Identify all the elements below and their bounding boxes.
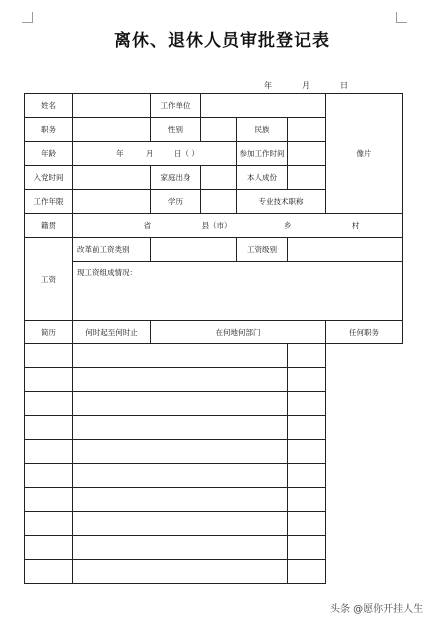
row-salary-type xyxy=(25,238,403,262)
field-position[interactable] xyxy=(73,118,151,142)
resume-unit-department-cell[interactable] xyxy=(73,512,288,536)
label-pre-reform-salary-type: 改革前工资类别 xyxy=(73,238,151,262)
header-from-to: 何时起至何时止 xyxy=(73,321,151,344)
county-city-label: 县（市） xyxy=(201,221,232,230)
label-native-place: 籍贯 xyxy=(25,214,73,238)
label-pro-title: 专业技术职称 xyxy=(237,190,326,214)
resume-from-to-cell[interactable] xyxy=(25,512,73,536)
label-work-years: 工作年限 xyxy=(25,190,73,214)
row-name xyxy=(25,94,403,118)
birth-month-label: 月 xyxy=(146,149,154,158)
resume-from-to-cell[interactable] xyxy=(25,560,73,584)
resume-unit-department-cell[interactable] xyxy=(73,368,288,392)
resume-from-to-cell[interactable] xyxy=(25,440,73,464)
label-resume: 简历 xyxy=(25,321,73,344)
row-resume-header xyxy=(25,321,403,344)
resume-unit-department-cell[interactable] xyxy=(73,416,288,440)
resume-row xyxy=(25,416,403,440)
resume-post-held-cell[interactable] xyxy=(288,464,326,488)
corner-mark-top-left xyxy=(22,12,33,23)
resume-post-held-cell[interactable] xyxy=(288,560,326,584)
resume-row xyxy=(25,536,403,560)
label-gender: 性别 xyxy=(151,118,201,142)
header-post-held: 任何职务 xyxy=(326,321,403,344)
resume-post-held-cell[interactable] xyxy=(288,512,326,536)
field-birth-date[interactable] xyxy=(73,142,237,166)
current-salary-composition-label: 现工资组成情况： xyxy=(77,268,137,277)
header-unit-department: 在何地何部门 xyxy=(151,321,326,344)
resume-unit-department-cell[interactable] xyxy=(73,344,288,368)
resume-row xyxy=(25,440,403,464)
field-name[interactable] xyxy=(73,94,151,118)
label-work-unit: 工作单位 xyxy=(151,94,201,118)
resume-row xyxy=(25,392,403,416)
resume-from-to-cell[interactable] xyxy=(25,536,73,560)
township-label: 乡 xyxy=(283,221,292,230)
field-family-origin[interactable] xyxy=(201,166,237,190)
resume-post-held-cell[interactable] xyxy=(288,344,326,368)
resume-row xyxy=(25,464,403,488)
province-label: 省 xyxy=(143,221,152,230)
label-salary: 工资 xyxy=(25,238,73,321)
resume-from-to-cell[interactable] xyxy=(25,392,73,416)
label-personal-status: 本人成份 xyxy=(237,166,288,190)
birth-day-label: 日（ ） xyxy=(173,149,199,158)
label-position: 职务 xyxy=(25,118,73,142)
resume-from-to-cell[interactable] xyxy=(25,464,73,488)
form-title: 离休、退休人员审批登记表 xyxy=(114,31,330,51)
resume-post-held-cell[interactable] xyxy=(288,536,326,560)
registration-form-table xyxy=(24,93,403,584)
resume-unit-department-cell[interactable] xyxy=(73,536,288,560)
resume-from-to-cell[interactable] xyxy=(25,488,73,512)
date-day: 日 xyxy=(340,81,348,90)
resume-unit-department-cell[interactable] xyxy=(73,392,288,416)
field-work-years[interactable] xyxy=(73,190,151,214)
field-salary-grade[interactable] xyxy=(288,238,403,262)
birth-year-label: 年 xyxy=(116,149,124,158)
field-personal-status[interactable] xyxy=(288,166,326,190)
resume-unit-department-cell[interactable] xyxy=(73,488,288,512)
label-family-origin: 家庭出身 xyxy=(151,166,201,190)
resume-row xyxy=(25,488,403,512)
resume-post-held-cell[interactable] xyxy=(288,368,326,392)
label-join-work-time: 参加工作时间 xyxy=(237,142,288,166)
label-name: 姓名 xyxy=(25,94,73,118)
field-current-salary-composition[interactable] xyxy=(73,262,403,321)
label-education: 学历 xyxy=(151,190,201,214)
village-label: 村 xyxy=(351,221,360,230)
photo-box: 像片 xyxy=(326,94,403,214)
watermark: 头条 @愿你开挂人生 xyxy=(330,604,424,615)
resume-row xyxy=(25,368,403,392)
label-salary-grade: 工资级别 xyxy=(237,238,288,262)
label-party-join-time: 入党时间 xyxy=(25,166,73,190)
resume-post-held-cell[interactable] xyxy=(288,392,326,416)
field-education[interactable] xyxy=(201,190,237,214)
field-gender[interactable] xyxy=(201,118,237,142)
field-party-join-time[interactable] xyxy=(73,166,151,190)
field-work-unit[interactable] xyxy=(201,94,326,118)
resume-unit-department-cell[interactable] xyxy=(73,440,288,464)
date-year: 年 xyxy=(264,81,272,90)
resume-row xyxy=(25,344,403,368)
field-pre-reform-salary-type[interactable] xyxy=(151,238,237,262)
label-age: 年龄 xyxy=(25,142,73,166)
field-join-work-time[interactable] xyxy=(288,142,326,166)
corner-mark-top-right xyxy=(396,12,407,23)
date-line xyxy=(264,80,348,91)
resume-row xyxy=(25,560,403,584)
resume-post-held-cell[interactable] xyxy=(288,416,326,440)
resume-from-to-cell[interactable] xyxy=(25,344,73,368)
resume-unit-department-cell[interactable] xyxy=(73,560,288,584)
resume-row xyxy=(25,512,403,536)
resume-post-held-cell[interactable] xyxy=(288,440,326,464)
field-native-place[interactable] xyxy=(73,214,403,238)
resume-from-to-cell[interactable] xyxy=(25,416,73,440)
resume-from-to-cell[interactable] xyxy=(25,368,73,392)
field-ethnicity[interactable] xyxy=(288,118,326,142)
label-ethnicity: 民族 xyxy=(237,118,288,142)
date-month: 月 xyxy=(302,81,310,90)
row-salary-composition xyxy=(25,262,403,321)
resume-unit-department-cell[interactable] xyxy=(73,464,288,488)
resume-post-held-cell[interactable] xyxy=(288,488,326,512)
row-native-place xyxy=(25,214,403,238)
